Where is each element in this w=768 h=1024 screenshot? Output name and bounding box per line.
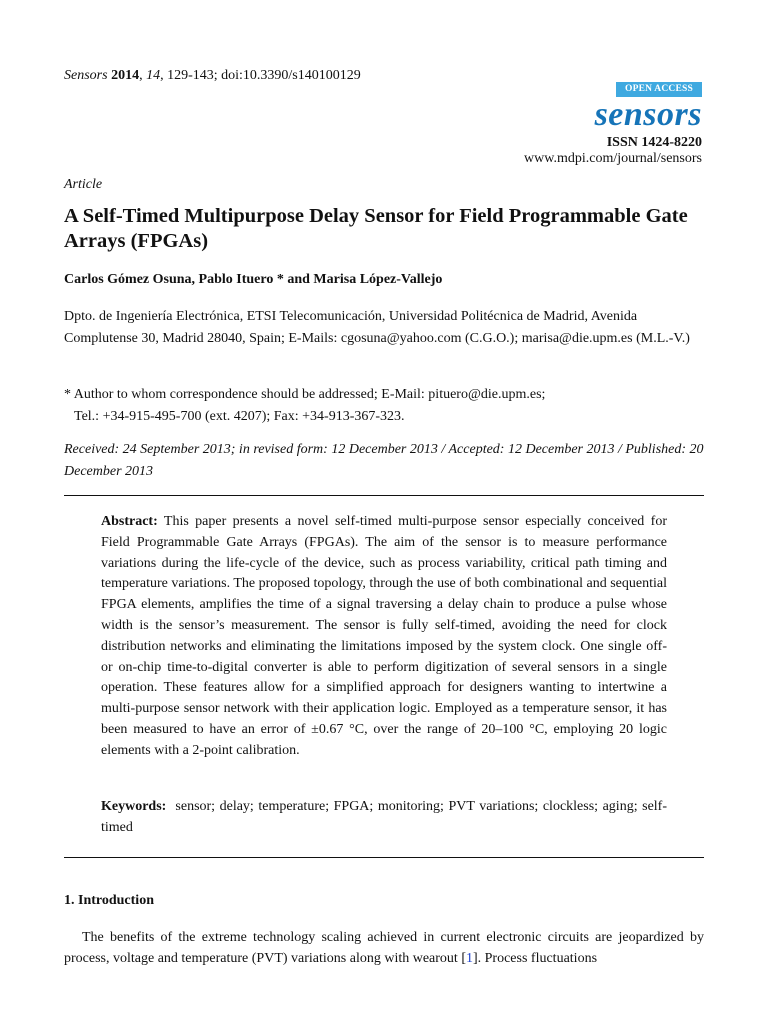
- journal-logo: sensors: [594, 96, 702, 133]
- paper-title: A Self-Timed Multipurpose Delay Sensor for Field Programmable Gate Arrays (FPGAs): [64, 205, 688, 252]
- citation-line: Sensors 2014, 14, 129-143; doi:10.3390/s140100129: [64, 68, 361, 83]
- abstract-text: This paper presents a novel self-timed multi-purpose sensor especially conceived for Field Programmable Gate Arrays (FPGAs). The aim of the sensor is to measure performance variations during the life-cycle of the device, such as process variability, critical path timing and temperature variations. The proposed topology, through the use of both combinational and sequential FPGA elements, amplifies the time of a signal traversing a delay chain to produce a pulse whose width is the sensor’s measurement. The sensor is fully self-timed, avoiding the need for clock distribution networks and eliminating the limitations imposed by the system clock. One single off- or on-chip time-to-digital converter is able to perform digitization of several sensors in a single operation. These features allow for a simplified approach for designers wanting to intertwine a multi-purpose sensor network with their application logic. Employed as a temperature sensor, it has been measured to have an error of ±0.67 °C, over the range of 20–100 °C, employing 20 logic elements with a 2-point calibration.: [101, 514, 668, 758]
- correspondence-line-1: * Author to whom correspondence should be addressed; E-Mail: pituero@die.upm.es;: [64, 387, 546, 402]
- intro-text-start: The benefits of the extreme technology scaling achieved in current electronic circuits are jeopardized by process, voltage and temperature (PVT) variations along with wearout [: [64, 930, 704, 966]
- introduction-paragraph: [64, 928, 704, 970]
- abstract: [101, 512, 667, 762]
- issn: ISSN 1424-8220: [606, 135, 702, 150]
- citation-details: , 129-143; doi:10.3390/s140100129: [160, 68, 361, 83]
- correspondence: [64, 384, 709, 428]
- abstract-label: Abstract:: [101, 514, 158, 529]
- article-type: Article: [64, 177, 103, 192]
- journal-url[interactable]: www.mdpi.com/journal/sensors: [524, 151, 702, 166]
- keywords-text: sensor; delay; temperature; FPGA; monitoring; PVT variations; clockless; aging; self-timed: [101, 799, 667, 835]
- publication-dates: Received: 24 September 2013; in revised form: 12 December 2013 / Accepted: 12 December 2013 / Published: 20 December 2013: [64, 442, 704, 479]
- journal-name: Sensors: [64, 68, 108, 83]
- keywords-label: Keywords:: [101, 799, 167, 814]
- open-access-badge: OPEN ACCESS: [616, 82, 702, 97]
- correspondence-line-2: Tel.: +34-915-495-700 (ext. 4207); Fax: +34-913-367-323.: [74, 409, 405, 424]
- reference-link-1[interactable]: 1: [465, 950, 473, 966]
- intro-text-end: ]. Process fluctuations: [472, 950, 598, 966]
- section-heading-introduction: 1. Introduction: [64, 893, 154, 908]
- citation-volume: 14: [146, 68, 161, 83]
- divider-bottom: [64, 857, 704, 858]
- citation-year: 2014: [111, 68, 140, 83]
- divider-top: [64, 495, 704, 496]
- affiliation: Dpto. de Ingeniería Electrónica, ETSI Telecomunicación, Universidad Politécnica de Madrid, Avenida Complutense 30, Madrid 28040, Spain; E-Mails: cgosuna@yahoo.com (C.G.O.); marisa@die.upm.es (M.L.-V.): [64, 309, 690, 346]
- keywords: [101, 797, 667, 839]
- authors: Carlos Gómez Osuna, Pablo Ituero * and Marisa López-Vallejo: [64, 272, 443, 287]
